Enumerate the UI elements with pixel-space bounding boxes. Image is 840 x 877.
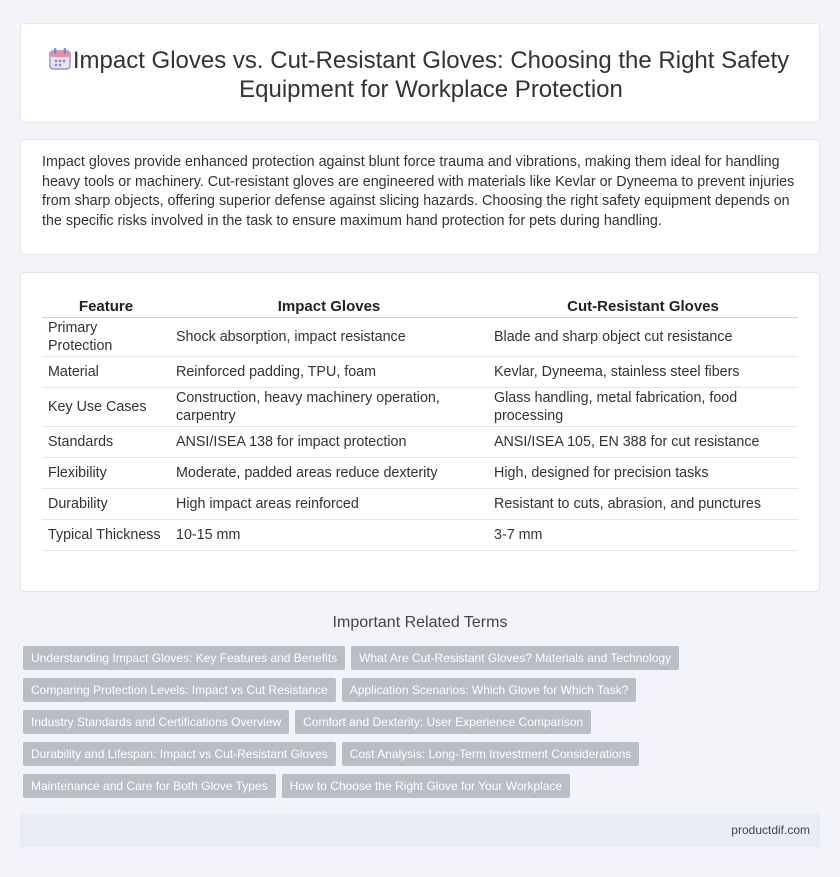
related-term-tag[interactable]: Application Scenarios: Which Glove for Which Task? — [342, 678, 637, 702]
feature-cell: Primary Protection — [42, 318, 170, 357]
feature-cell: Key Use Cases — [42, 388, 170, 427]
related-terms-list — [23, 646, 813, 806]
feature-cell: Standards — [42, 427, 170, 458]
impact-cell: High impact areas reinforced — [170, 489, 488, 520]
table-row — [42, 357, 798, 388]
impact-cell: 10-15 mm — [170, 520, 488, 551]
header-feature: Feature — [42, 291, 170, 318]
related-term-tag[interactable]: Comparing Protection Levels: Impact vs Cut Resistance — [23, 678, 336, 702]
intro-card — [20, 139, 820, 255]
related-term-tag[interactable]: Maintenance and Care for Both Glove Types — [23, 774, 276, 798]
site-name: productdif.com — [731, 823, 810, 837]
comparison-table-card — [20, 272, 820, 592]
cut-cell: ANSI/ISEA 105, EN 388 for cut resistance — [488, 427, 798, 458]
impact-cell: Construction, heavy machinery operation, carpentry — [170, 388, 488, 427]
cut-cell: High, designed for precision tasks — [488, 458, 798, 489]
cut-cell: 3-7 mm — [488, 520, 798, 551]
cut-cell: Glass handling, metal fabrication, food processing — [488, 388, 798, 427]
table-row — [42, 318, 798, 357]
header-card — [20, 23, 820, 123]
related-terms-title: Important Related Terms — [332, 614, 508, 631]
table-row — [42, 427, 798, 458]
related-term-tag[interactable]: Industry Standards and Certifications Overview — [23, 710, 289, 734]
intro-text: Impact gloves provide enhanced protection against blunt force trauma and vibrations, making them ideal for handling heavy tools or machinery. Cut-resistant gloves are engineered with materials like Kevlar or Dyneema to prevent injuries from sharp objects, offering superior defense against slicing hazards. Choosing the right safety equipment depends on the specific risks involved in the task to ensure maximum hand protection for pets during handling. — [42, 154, 795, 229]
feature-cell: Typical Thickness — [42, 520, 170, 551]
feature-cell: Durability — [42, 489, 170, 520]
feature-cell: Flexibility — [42, 458, 170, 489]
related-term-tag[interactable]: Cost Analysis: Long-Term Investment Considerations — [342, 742, 639, 766]
table-row — [42, 458, 798, 489]
impact-cell: Moderate, padded areas reduce dexterity — [170, 458, 488, 489]
cut-cell: Resistant to cuts, abrasion, and punctures — [488, 489, 798, 520]
table-header-row — [42, 291, 798, 318]
impact-cell: ANSI/ISEA 138 for impact protection — [170, 427, 488, 458]
footer — [20, 814, 820, 847]
table-row — [42, 489, 798, 520]
table-row — [42, 388, 798, 427]
page-title: Impact Gloves vs. Cut-Resistant Gloves: Choosing the Right Safety Equipment for Workplace Protection — [72, 47, 790, 103]
cut-cell: Blade and sharp object cut resistance — [488, 318, 798, 357]
table-row — [42, 520, 798, 551]
impact-cell: Shock absorption, impact resistance — [170, 318, 488, 357]
related-term-tag[interactable]: Durability and Lifespan: Impact vs Cut-Resistant Gloves — [23, 742, 336, 766]
related-term-tag[interactable]: How to Choose the Right Glove for Your Workplace — [282, 774, 571, 798]
related-term-tag[interactable]: Comfort and Dexterity: User Experience Comparison — [295, 710, 591, 734]
header-cut-resistant-gloves: Cut-Resistant Gloves — [488, 291, 798, 318]
impact-cell: Reinforced padding, TPU, foam — [170, 357, 488, 388]
header-impact-gloves: Impact Gloves — [170, 291, 488, 318]
feature-cell: Material — [42, 357, 170, 388]
related-term-tag[interactable]: What Are Cut-Resistant Gloves? Materials and Technology — [351, 646, 679, 670]
related-term-tag[interactable]: Understanding Impact Gloves: Key Features and Benefits — [23, 646, 345, 670]
cut-cell: Kevlar, Dyneema, stainless steel fibers — [488, 357, 798, 388]
comparison-table — [42, 291, 798, 551]
